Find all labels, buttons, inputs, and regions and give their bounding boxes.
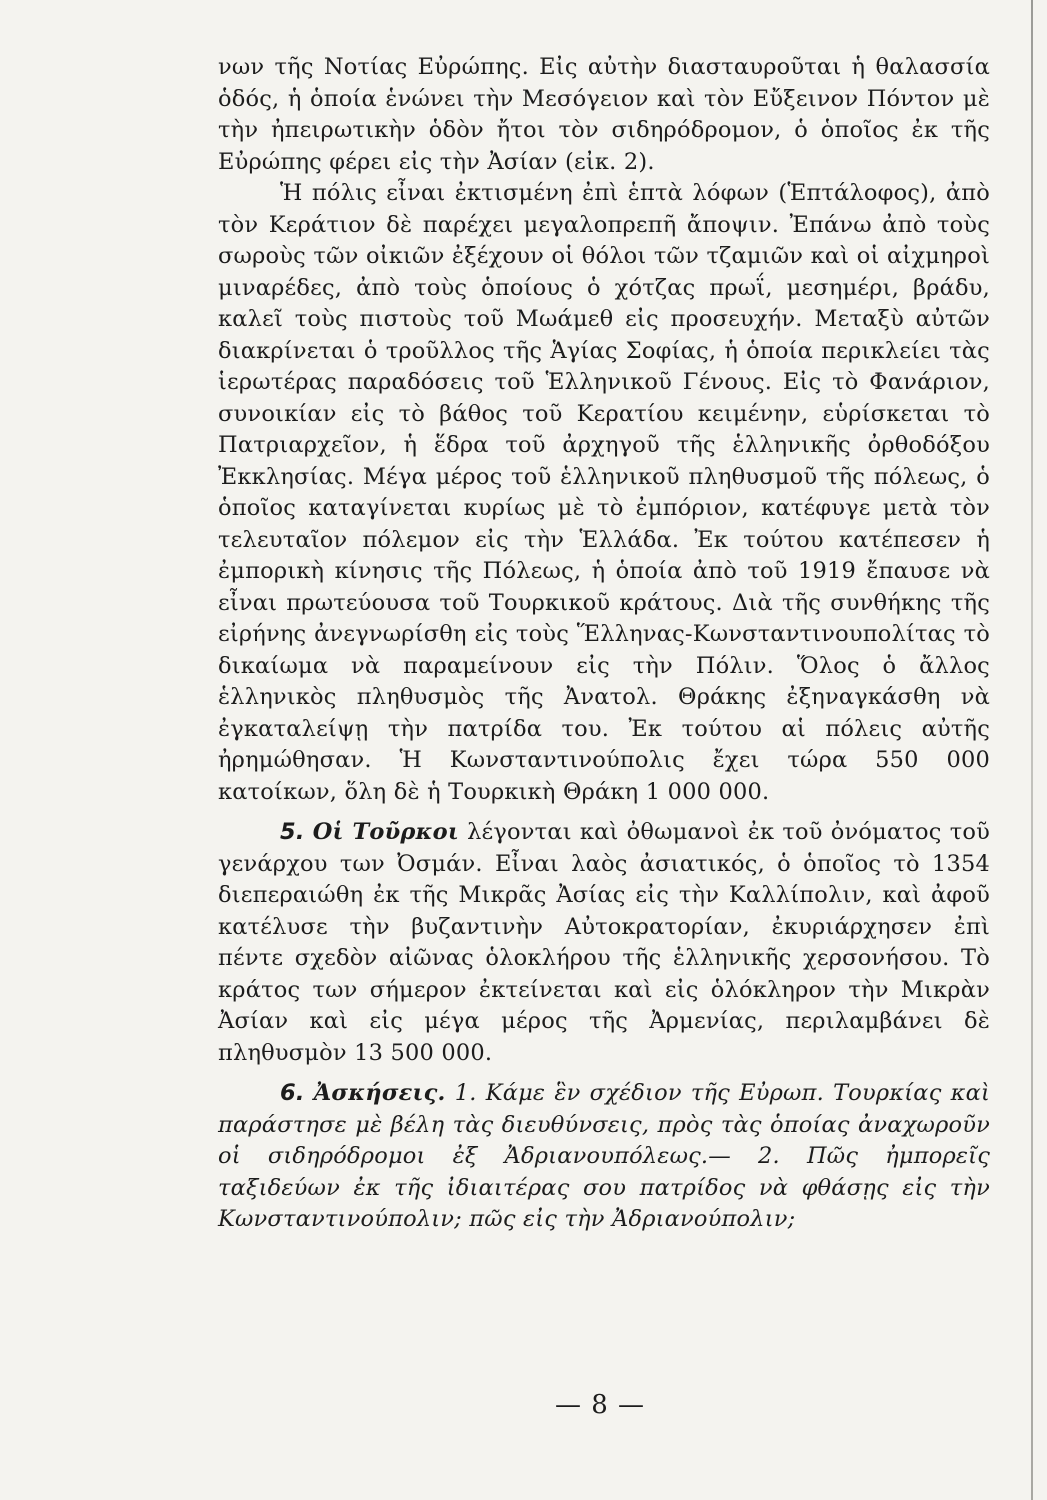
page-text — [218, 52, 990, 1236]
page-edge — [1031, 0, 1033, 1500]
spacer — [218, 1069, 990, 1078]
page-number: — 8 — — [554, 1390, 646, 1420]
paragraph-city: Ἡ πόλις εἶναι ἐκτισμένη ἐπὶ ἑπτὰ λόφων (Ἑπτάλοφος), ἀπὸ τὸν Κεράτιον δὲ παρέχει μεγαλοπρεπῆ ἄποψιν. Ἐπάνω ἀπὸ τοὺς σωροὺς τῶν οἰκιῶν ἐξέχουν οἱ θόλοι τῶν τζαμιῶν καὶ οἱ αἰχμηροὶ μιναρέδες, ἀπὸ τοὺς ὁποίους ὁ χότζας πρωΐ, μεσημέρι, βράδυ, καλεῖ τοὺς πιστοὺς τοῦ Μωάμεθ εἰς προσευχήν. Μεταξὺ αὐτῶν διακρίνεται ὁ τροῦλλος τῆς Ἁγίας Σοφίας, ἡ ὁποία περικλείει τὰς ἱερωτέρας παραδόσεις τοῦ Ἑλληνικοῦ Γένους. Εἰς τὸ Φανάριον, συνοικίαν εἰς τὸ βάθος τοῦ Κερατίου κειμένην, εὑρίσκεται τὸ Πατριαρχεῖον, ἡ ἕδρα τοῦ ἀρχηγοῦ τῆς ἑλληνικῆς ὀρθοδόξου Ἐκκλησίας. Μέγα μέρος τοῦ ἑλληνικοῦ πληθυσμοῦ τῆς πόλεως, ὁ ὁποῖος καταγίνεται κυρίως μὲ τὸ ἐμπόριον, κατέφυγε μετὰ τὸν τελευταῖον πόλεμον εἰς τὴν Ἑλλάδα. Ἐκ τούτου κατέπεσεν ἡ ἐμπορικὴ κίνησις τῆς Πόλεως, ἡ ὁποία ἀπὸ τοῦ 1919 ἔπαυσε νὰ εἶναι πρωτεύουσα τοῦ Τουρκικοῦ κράτους. Διὰ τῆς συνθήκης τῆς εἰρήνης ἀνεγνωρίσθη εἰς τοὺς Ἕλληνας-Κωνσταντινουπολίτας τὸ δικαίωμα νὰ παραμείνουν εἰς τὴν Πόλιν. Ὅλος ὁ ἄλλος ἑλληνικὸς πληθυσμὸς τῆς Ἀνατολ. Θράκης ἐξηναγκάσθη νὰ ἐγκαταλείψῃ τὴν πατρίδα του. Ἐκ τούτου αἱ πόλεις αὐτῆς ἠρημώθησαν. Ἡ Κωνσταντινούπολις ἔχει τώρα 550 000 κατοίκων, ὅλη δὲ ἡ Τουρκικὴ Θράκη 1 000 000. — [218, 180, 990, 805]
section-6-text: 1. Κάμε ἓν σχέδιον τῆς Εὐρωπ. Τουρκίας καὶ παράστησε μὲ βέλη τὰς διευθύνσεις, πρὸς τὰς ὁποίας ἀναχωροῦν οἱ σιδηρόδρομοι ἐξ Ἀδριανουπόλεως.— 2. Πῶς ἠμπορεῖς ταξιδεύων ἐκ τῆς ἰδιαιτέρας σου πατρίδος νὰ φθάσῃς εἰς τὴν Κωνσταντινούπολιν; πῶς εἰς τὴν Ἀδριανούπολιν; — [218, 1080, 991, 1232]
section-5-turks — [218, 817, 990, 1069]
section-6-exercises — [218, 1078, 990, 1236]
section-6-number: 6. — [280, 1080, 305, 1106]
spacer — [218, 808, 990, 817]
section-6-term: Ἀσκήσεις. — [313, 1080, 446, 1106]
section-5-term: Οἱ Τοῦρκοι — [312, 819, 459, 845]
section-5-text: λέγονται καὶ ὀθωμανοὶ ἐκ τοῦ ὀνόματος τοῦ γενάρχου των Ὀσμάν. Εἶναι λαὸς ἀσιατικός, ὁ ὁποῖος τὸ 1354 διεπεραιώθη ἐκ τῆς Μικρᾶς Ἀσίας εἰς τὴν Καλλίπολιν, καὶ ἀφοῦ κατέλυσε τὴν βυζαντινὴν Αὐτοκρατορίαν, ἐκυριάρχησεν ἐπὶ πέντε σχεδὸν αἰῶνας ὁλοκλήρου τῆς ἑλληνικῆς χερσονήσου. Τὸ κράτος των σήμερον ἐκτείνεται καὶ εἰς ὁλόκληρον τὴν Μικρὰν Ἀσίαν καὶ εἰς μέγα μέρος τῆς Ἀρμενίας, περιλαμβάνει δὲ πληθυσμὸν 13 500 000. — [218, 819, 990, 1066]
paragraph-continuation: νων τῆς Νοτίας Εὐρώπης. Εἰς αὐτὴν διασταυροῦται ἡ θαλασσία ὁδός, ἡ ὁποία ἑνώνει τὴν Μεσόγειον καὶ τὸν Εὔξεινον Πόντον μὲ τὴν ἠπειρωτικὴν ὁδὸν ἤτοι τὸν σιδηρόδρομον, ὁ ὁποῖος ἐκ τῆς Εὐρώπης φέρει εἰς τὴν Ἀσίαν (εἰκ. 2). — [218, 54, 990, 175]
section-5-number: 5. — [280, 819, 305, 845]
